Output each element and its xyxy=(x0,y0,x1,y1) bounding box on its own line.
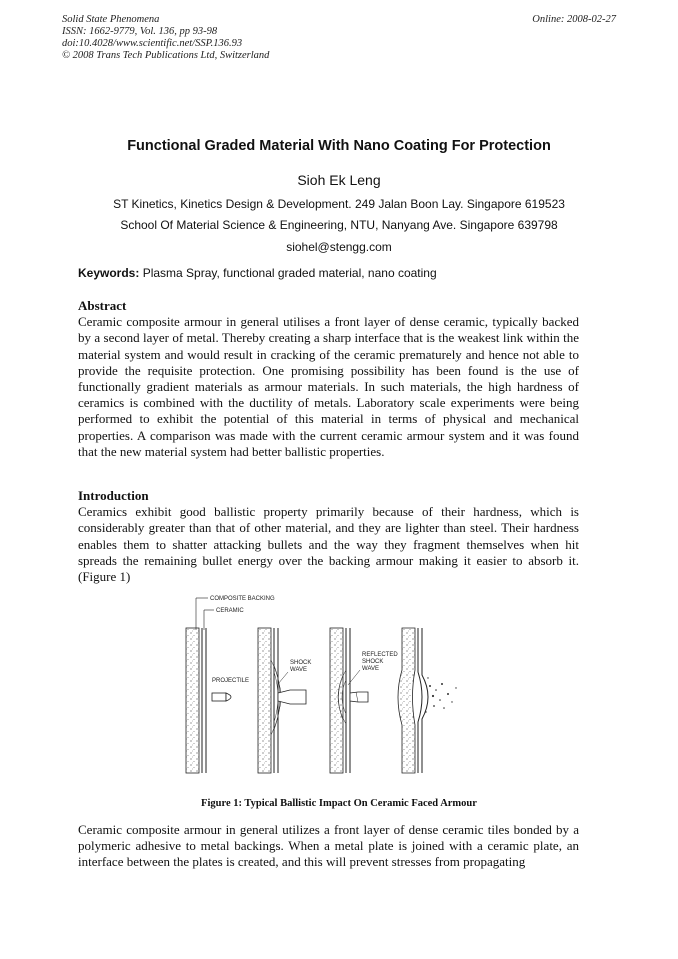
journal-name: Solid State Phenomena xyxy=(62,14,160,25)
copyright-line: © 2008 Trans Tech Publications Ltd, Switzerland xyxy=(62,50,270,61)
label-reflected-shock: SHOCK xyxy=(362,659,384,665)
impacting-projectile-icon xyxy=(278,690,306,704)
label-shock-wave: WAVE xyxy=(290,667,308,673)
label-projectile: PROJECTILE xyxy=(212,678,250,684)
label-shock: SHOCK xyxy=(290,660,312,666)
introduction-section xyxy=(78,488,579,585)
body-paragraph: Ceramic composite armour in general utilizes a front layer of dense ceramic tiles bonded by a polymeric adhesive to metal backings. When a metal plate is joined with a ceramic plate, an interface between the plates is created, and this will prevent stresses from propagating xyxy=(78,822,579,870)
panel-3-armour xyxy=(330,628,350,773)
projectile-icon xyxy=(212,693,231,701)
label-reflected: REFLECTED xyxy=(362,652,398,658)
running-header-left xyxy=(62,14,269,62)
label-composite-backing: COMPOSITE BACKING xyxy=(210,596,275,602)
abstract-heading: Abstract xyxy=(78,298,127,313)
abstract-section xyxy=(78,298,579,460)
introduction-text: Ceramics exhibit good ballistic property primarily because of their hardness, which is considerably greater than that of other material, and they are lighter than steel. Their hardness enables them to shatter attacking bullets and the way they fragment themselves when hit spreads the remaining bullet energy over the backing armour making it easier to absorb it. (Figure 1) xyxy=(78,504,579,585)
author-name: Sioh Ek Leng xyxy=(297,172,381,188)
fragmenting-projectile-icon xyxy=(350,692,368,702)
abstract-text: Ceramic composite armour in general utilises a front layer of dense ceramic, typically backed by a second layer of metal. Thereby creating a sharp interface that is the weakest link within the material system and would result in cracking of the ceramic prematurely and hence not able to provide the requisite protection. One promising possibility has been found is the use of functionally gradient materials as armour materials. In such materials, the high hardness of ceramics is combined with the ductility of metals. Laboratory scale experiments were being performed to exhibit the potential of this material in terms of physical and mechanical properties. A comparison was made with the current ceramic armour system and it was found that the new material system had better ballistic properties. xyxy=(78,314,579,459)
online-date: Online: 2008-02-27 xyxy=(532,14,616,25)
keywords xyxy=(78,266,437,280)
keywords-label: Keywords: xyxy=(78,266,140,280)
ballistic-impact-figure xyxy=(178,590,462,780)
paper-title: Functional Graded Material With Nano Coating For Protection xyxy=(127,138,551,154)
panel-1-armour xyxy=(186,628,206,773)
label-ceramic: CERAMIC xyxy=(216,608,244,614)
doi-line: doi:10.4028/www.scientific.net/SSP.136.93 xyxy=(62,38,243,49)
panel-4-armour xyxy=(398,628,428,773)
issn-line: ISSN: 1662-9779, Vol. 136, pp 93-98 xyxy=(62,26,218,37)
debris-particles xyxy=(425,677,456,712)
figure-caption: Figure 1: Typical Ballistic Impact On Ceramic Faced Armour xyxy=(201,798,477,809)
panel-2-armour xyxy=(258,628,281,773)
affiliation-2: School Of Material Science & Engineering, NTU, Nanyang Ave. Singapore 639798 xyxy=(120,218,558,232)
affiliation-1: ST Kinetics, Kinetics Design & Development. 249 Jalan Boon Lay. Singapore 619523 xyxy=(113,197,565,211)
author-email: siohel@stengg.com xyxy=(286,240,392,254)
introduction-heading: Introduction xyxy=(78,488,149,503)
keywords-text: Plasma Spray, functional graded material, nano coating xyxy=(142,266,437,280)
label-reflected-wave: WAVE xyxy=(362,666,380,672)
